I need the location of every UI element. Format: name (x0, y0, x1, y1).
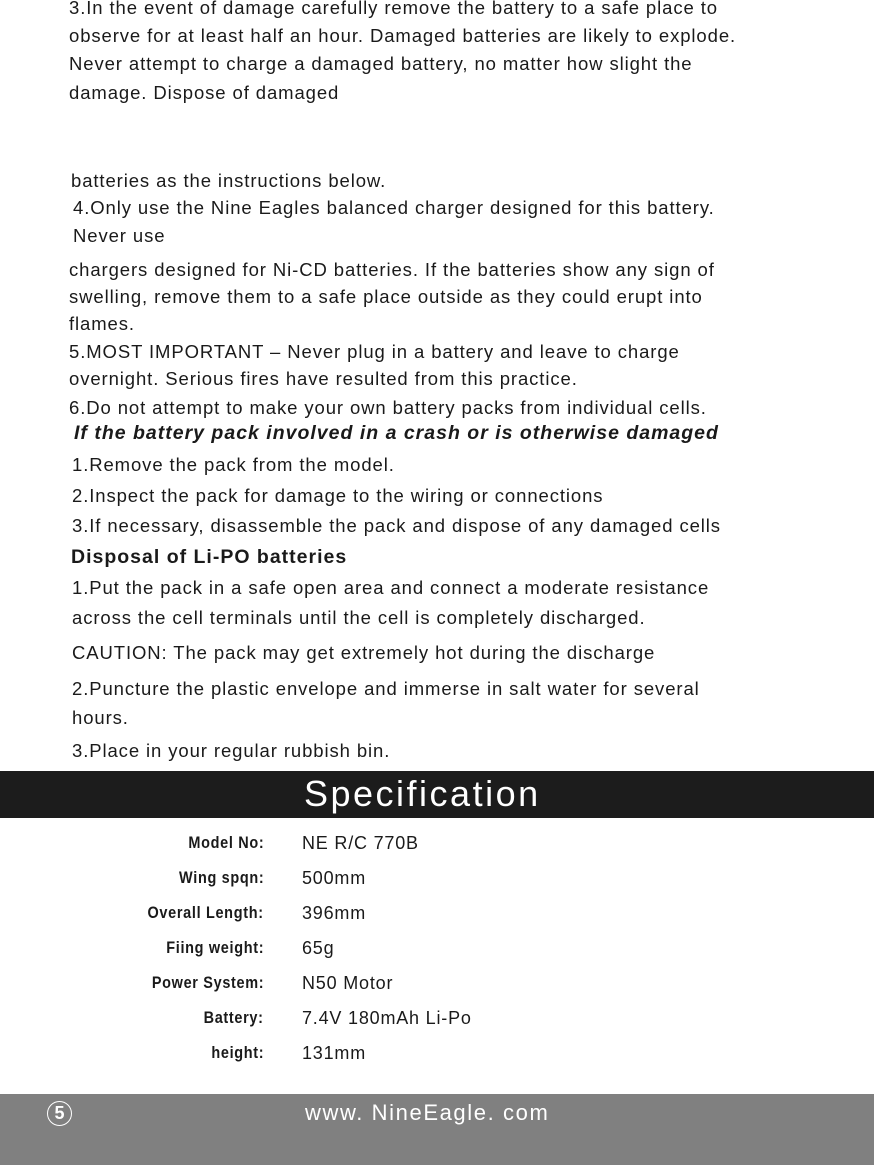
safety-line: swelling, remove them to a safe place outside as they could erupt into (69, 286, 703, 307)
safety-line: flames. (69, 313, 135, 334)
disposal-line: 1.Put the pack in a safe open area and connect a moderate resistance (72, 577, 710, 598)
safety-line: chargers designed for Ni-CD batteries. If the batteries show any sign of (69, 259, 715, 280)
disposal-caution: CAUTION: The pack may get extremely hot during the discharge (72, 642, 656, 663)
disposal-line: across the cell terminals until the cell is completely discharged. (72, 607, 646, 628)
safety-line: batteries as the instructions below. (71, 170, 387, 191)
spec-label-wing-span: Wing spqn: (178, 868, 264, 887)
disposal-line: hours. (72, 707, 129, 728)
spec-value-overall-length: 396mm (302, 903, 367, 923)
spec-value-flying-weight: 65g (302, 938, 335, 958)
spec-label-battery: Battery: (203, 1008, 264, 1027)
spec-label-flying-weight: Fiing weight: (166, 938, 264, 957)
safety-line: 4.Only use the Nine Eagles balanced charger designed for this battery. (73, 197, 715, 218)
website-url: www. NineEagle. com (305, 1100, 550, 1125)
spec-value-model: NE R/C 770B (302, 833, 419, 853)
safety-line: 3.In the event of damage carefully remove the battery to a safe place to (69, 0, 718, 18)
spec-label-height: height: (211, 1043, 264, 1062)
safety-line: 6.Do not attempt to make your own battery packs from individual cells. (69, 397, 707, 418)
disposal-section-heading: Disposal of Li-PO batteries (71, 546, 348, 568)
disposal-line: 3.Place in your regular rubbish bin. (72, 740, 391, 761)
spec-value-power-system: N50 Motor (302, 973, 394, 993)
specification-title: Specification (304, 773, 541, 814)
spec-label-power-system: Power System: (151, 973, 264, 992)
safety-line: Never attempt to charge a damaged battery, no matter how slight the (69, 53, 693, 74)
safety-line: damage. Dispose of damaged (69, 82, 340, 103)
safety-line: Never use (73, 225, 166, 246)
spec-value-wing-span: 500mm (302, 868, 367, 888)
safety-line: overnight. Serious fires have resulted from this practice. (69, 368, 578, 389)
disposal-line: 2.Puncture the plastic envelope and immerse in salt water for several (72, 678, 700, 699)
spec-value-battery: 7.4V 180mAh Li-Po (302, 1008, 472, 1028)
crash-item: 2.Inspect the pack for damage to the wiring or connections (72, 485, 604, 506)
spec-label-overall-length: Overall Length: (147, 903, 264, 922)
safety-line: 5.MOST IMPORTANT – Never plug in a battery and leave to charge (69, 341, 680, 362)
page-number: 5 (47, 1101, 72, 1126)
crash-item: 1.Remove the pack from the model. (72, 454, 395, 475)
spec-label-model: Model No: (188, 833, 264, 852)
spec-value-height: 131mm (302, 1043, 367, 1063)
crash-section-heading: If the battery pack involved in a crash or is otherwise damaged (74, 422, 719, 444)
safety-line: observe for at least half an hour. Damaged batteries are likely to explode. (69, 25, 737, 46)
crash-item: 3.If necessary, disassemble the pack and dispose of any damaged cells (72, 515, 721, 536)
